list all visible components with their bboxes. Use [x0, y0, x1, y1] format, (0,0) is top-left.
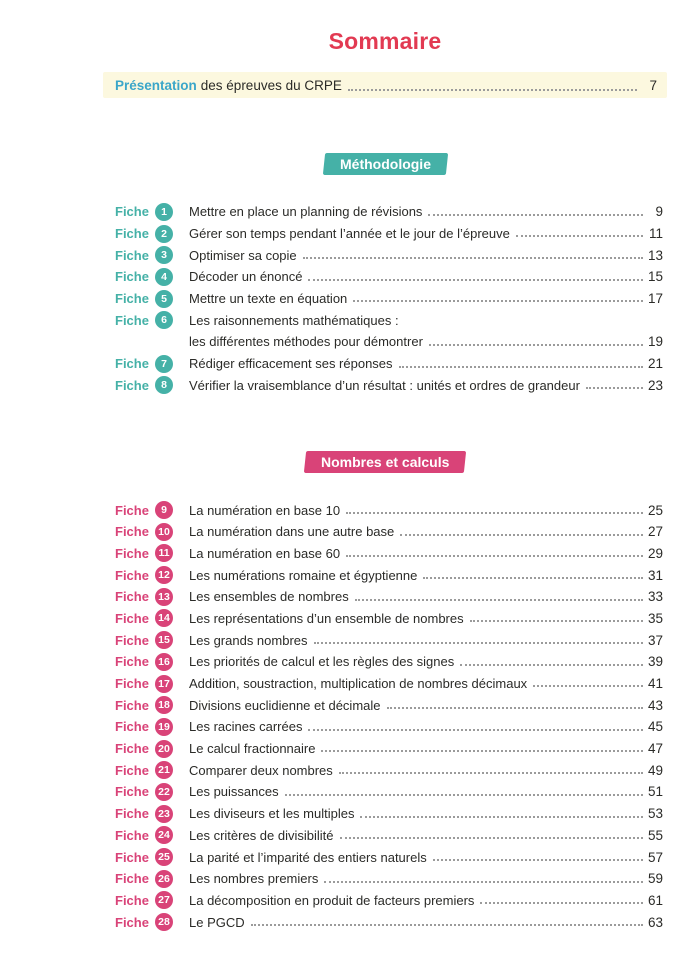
fiche-label: Fiche [115, 914, 149, 930]
toc-entry-fiche-4[interactable] [103, 266, 667, 288]
presentation-highlight: Présentation [115, 77, 197, 93]
toc-entry-fiche-5[interactable] [103, 288, 667, 310]
fiche-label: Fiche [115, 697, 149, 713]
fiche-label: Fiche [115, 827, 149, 843]
dotted-leader [314, 642, 643, 644]
toc-entry-fiche-27[interactable] [103, 890, 667, 912]
fiche-label: Fiche [115, 741, 149, 757]
page-number: 49 [647, 762, 663, 778]
section-nombres-et-calculs [103, 451, 667, 933]
fiche-number-badge: 26 [155, 870, 173, 888]
fiche-number-badge: 9 [155, 501, 173, 519]
entry-title: Décoder un énoncé [189, 269, 303, 285]
dotted-leader [533, 685, 643, 687]
page-number: 11 [648, 226, 663, 242]
fiche-number-badge: 28 [155, 913, 173, 931]
toc-entry-fiche-24[interactable] [103, 825, 667, 847]
page-number: 43 [647, 697, 663, 713]
entry-title: Optimiser sa copie [189, 247, 297, 263]
entry-title: Les puissances [189, 784, 279, 800]
page-number: 47 [647, 741, 663, 757]
fiche-number-badge: 17 [155, 675, 173, 693]
entry-title: Mettre un texte en équation [189, 291, 348, 307]
page-number: 25 [647, 502, 663, 518]
fiche-label: Fiche [115, 784, 149, 800]
dotted-leader [428, 214, 643, 216]
toc-entry-fiche-21[interactable] [103, 759, 667, 781]
dotted-leader [360, 816, 643, 818]
fiche-label: Fiche [115, 502, 149, 518]
toc-entry-fiche-7[interactable] [103, 353, 667, 375]
toc-entry-fiche-13[interactable] [103, 586, 667, 608]
section-methodologie [103, 153, 667, 396]
page-number: 37 [647, 632, 663, 648]
entry-title: Les nombres premiers [189, 871, 319, 887]
presentation-row[interactable] [103, 72, 667, 98]
fiche-number-badge: 6 [155, 311, 173, 329]
entry-title: Les racines carrées [189, 719, 303, 735]
dotted-leader [346, 512, 643, 514]
entry-title: Vérifier la vraisemblance d’un résultat : unités et ordres de grandeur [189, 377, 580, 393]
toc-entry-fiche-26[interactable] [103, 868, 667, 890]
fiche-label: Fiche [115, 312, 149, 328]
toc-entry-fiche-8[interactable] [103, 375, 667, 397]
toc-entry-fiche-20[interactable] [103, 738, 667, 760]
page-number: 51 [647, 784, 663, 800]
dotted-leader [400, 534, 643, 536]
fiche-number-badge: 24 [155, 826, 173, 844]
toc-entry-fiche-2[interactable] [103, 223, 667, 245]
dotted-leader [340, 837, 643, 839]
fiche-label: Fiche [115, 849, 149, 865]
toc-sections [103, 153, 667, 933]
toc-entry-fiche-3[interactable] [103, 244, 667, 266]
entry-title: Mettre en place un planning de révisions [189, 204, 423, 220]
fiche-number-badge: 16 [155, 653, 173, 671]
toc-entry-fiche-12[interactable] [103, 564, 667, 586]
toc-entry-fiche-15[interactable] [103, 629, 667, 651]
dotted-leader [348, 89, 637, 91]
dotted-leader [387, 707, 644, 709]
entry-title: La numération en base 10 [189, 502, 341, 518]
page-number: 55 [647, 827, 663, 843]
entry-title: Le calcul fractionnaire [189, 741, 316, 757]
entry-title: Les ensembles de nombres [189, 589, 349, 605]
fiche-label: Fiche [115, 291, 149, 307]
page-number: 23 [647, 377, 663, 393]
entry-title: La décomposition en produit de facteurs premiers [189, 892, 475, 908]
entry-title: Gérer son temps pendant l’année et le jour de l’épreuve [189, 226, 510, 242]
entry-title: Rédiger efficacement ses réponses [189, 356, 393, 372]
toc-entry-fiche-18[interactable] [103, 694, 667, 716]
page-number: 41 [647, 676, 663, 692]
dotted-leader [460, 664, 643, 666]
fiche-label: Fiche [115, 676, 149, 692]
fiche-number-badge: 10 [155, 523, 173, 541]
dotted-leader [251, 924, 643, 926]
fiche-number-badge: 23 [155, 805, 173, 823]
dotted-leader [303, 257, 643, 259]
entry-title: La parité et l’imparité des entiers naturels [189, 849, 427, 865]
fiche-label: Fiche [115, 762, 149, 778]
fiche-label: Fiche [115, 892, 149, 908]
entry-title: Les grands nombres [189, 632, 308, 648]
fiche-number-badge: 14 [155, 609, 173, 627]
toc-entry-fiche-1[interactable] [103, 201, 667, 223]
dotted-leader [429, 344, 643, 346]
section-badge-label: Méthodologie [339, 156, 431, 172]
fiche-number-badge: 27 [155, 891, 173, 909]
dotted-leader [346, 555, 643, 557]
page-number: 57 [647, 849, 663, 865]
fiche-label: Fiche [115, 269, 149, 285]
dotted-leader [399, 366, 643, 368]
page-number: 45 [647, 719, 663, 735]
toc-entry-fiche-9[interactable] [103, 499, 667, 521]
badge-row-nombres-et-calculs [103, 451, 667, 473]
page-number: 27 [647, 524, 663, 540]
fiche-number-badge: 2 [155, 225, 173, 243]
toc-entry-fiche-6[interactable] [103, 309, 667, 331]
page-number: 15 [647, 269, 663, 285]
fiche-number-badge: 7 [155, 355, 173, 373]
toc-entry-fiche-6-line2[interactable] [103, 331, 667, 353]
dotted-leader [586, 387, 643, 389]
page-number: 29 [647, 545, 663, 561]
dotted-leader [423, 577, 643, 579]
entry-title: Divisions euclidienne et décimale [189, 697, 381, 713]
toc-entry-fiche-22[interactable] [103, 781, 667, 803]
dotted-leader [433, 859, 643, 861]
entry-title: Addition, soustraction, multiplication de nombres décimaux [189, 676, 528, 692]
fiche-number-badge: 20 [155, 740, 173, 758]
dotted-leader [321, 750, 643, 752]
dotted-leader [285, 794, 643, 796]
fiche-label: Fiche [115, 806, 149, 822]
dotted-leader [470, 620, 643, 622]
fiche-number-badge: 25 [155, 848, 173, 866]
fiche-label: Fiche [115, 377, 149, 393]
fiche-label: Fiche [115, 247, 149, 263]
page-number: 7 [649, 77, 657, 93]
fiche-label: Fiche [115, 226, 149, 242]
toc-entry-fiche-14[interactable] [103, 608, 667, 630]
page-number: 31 [647, 567, 663, 583]
toc-entry-fiche-16[interactable] [103, 651, 667, 673]
fiche-number-badge: 21 [155, 761, 173, 779]
fiche-label: Fiche [115, 719, 149, 735]
fiche-number-badge: 22 [155, 783, 173, 801]
section-badge-nombres-et-calculs [304, 451, 467, 473]
fiche-number-badge: 5 [155, 290, 173, 308]
fiche-number-badge: 15 [155, 631, 173, 649]
fiche-number-badge: 13 [155, 588, 173, 606]
section-badge-methodologie [322, 153, 447, 175]
toc-entry-fiche-11[interactable] [103, 543, 667, 565]
dotted-leader [516, 235, 643, 237]
fiche-label: Fiche [115, 632, 149, 648]
page-number: 53 [647, 806, 663, 822]
toc-entry-fiche-23[interactable] [103, 803, 667, 825]
toc-entry-fiche-10[interactable] [103, 521, 667, 543]
fiche-number-badge: 12 [155, 566, 173, 584]
entry-title: Les priorités de calcul et les règles des signes [189, 654, 455, 670]
fiche-label: Fiche [115, 204, 149, 220]
toc-entry-fiche-25[interactable] [103, 846, 667, 868]
dotted-leader [308, 279, 643, 281]
fiche-number-badge: 11 [155, 544, 173, 562]
entry-title: Les numérations romaine et égyptienne [189, 567, 418, 583]
entry-title: Les diviseurs et les multiples [189, 806, 355, 822]
entry-title: Les critères de divisibilité [189, 827, 334, 843]
fiche-label: Fiche [115, 356, 149, 372]
entry-title: La numération en base 60 [189, 545, 341, 561]
fiche-label: Fiche [115, 524, 149, 540]
fiche-label: Fiche [115, 567, 149, 583]
badge-row-methodologie [103, 153, 667, 175]
page-title: Sommaire [328, 28, 442, 54]
page-number: 35 [647, 610, 663, 626]
entry-title: Les raisonnements mathématiques : [189, 312, 399, 328]
fiche-label: Fiche [115, 545, 149, 561]
page-number: 33 [647, 589, 663, 605]
entry-title: La numération dans une autre base [189, 524, 395, 540]
dotted-leader [308, 729, 643, 731]
fiche-label: Fiche [115, 589, 149, 605]
page-number: 17 [647, 291, 663, 307]
fiche-number-badge: 19 [155, 718, 173, 736]
page-number: 13 [647, 247, 663, 263]
dotted-leader [353, 300, 643, 302]
fiche-number-badge: 4 [155, 268, 173, 286]
section-badge-label: Nombres et calculs [320, 454, 450, 471]
dotted-leader [339, 772, 643, 774]
fiche-label: Fiche [115, 610, 149, 626]
dotted-leader [480, 902, 643, 904]
presentation-rest: des épreuves du CRPE [200, 77, 342, 93]
fiche-label: Fiche [115, 871, 149, 887]
page-number: 59 [647, 871, 663, 887]
entry-title: les différentes méthodes pour démontrer [189, 334, 423, 350]
fiche-number-badge: 8 [155, 376, 173, 394]
page-number: 9 [655, 204, 663, 220]
page-number: 63 [647, 914, 663, 930]
entry-title: Comparer deux nombres [189, 762, 333, 778]
toc-entry-fiche-17[interactable] [103, 673, 667, 695]
fiche-label: Fiche [115, 654, 149, 670]
page-number: 61 [647, 892, 663, 908]
fiche-number-badge: 3 [155, 246, 173, 264]
entry-title: Les représentations d’un ensemble de nombres [189, 610, 464, 626]
fiche-number-badge: 1 [155, 203, 173, 221]
page-number: 21 [647, 356, 663, 372]
dotted-leader [324, 881, 643, 883]
page-number: 19 [647, 334, 663, 350]
toc-entry-fiche-19[interactable] [103, 716, 667, 738]
sommaire-page [103, 28, 667, 933]
dotted-leader [355, 599, 643, 601]
fiche-number-badge: 18 [155, 696, 173, 714]
page-number: 39 [647, 654, 663, 670]
entry-title: Le PGCD [189, 914, 245, 930]
toc-entry-fiche-28[interactable] [103, 911, 667, 933]
